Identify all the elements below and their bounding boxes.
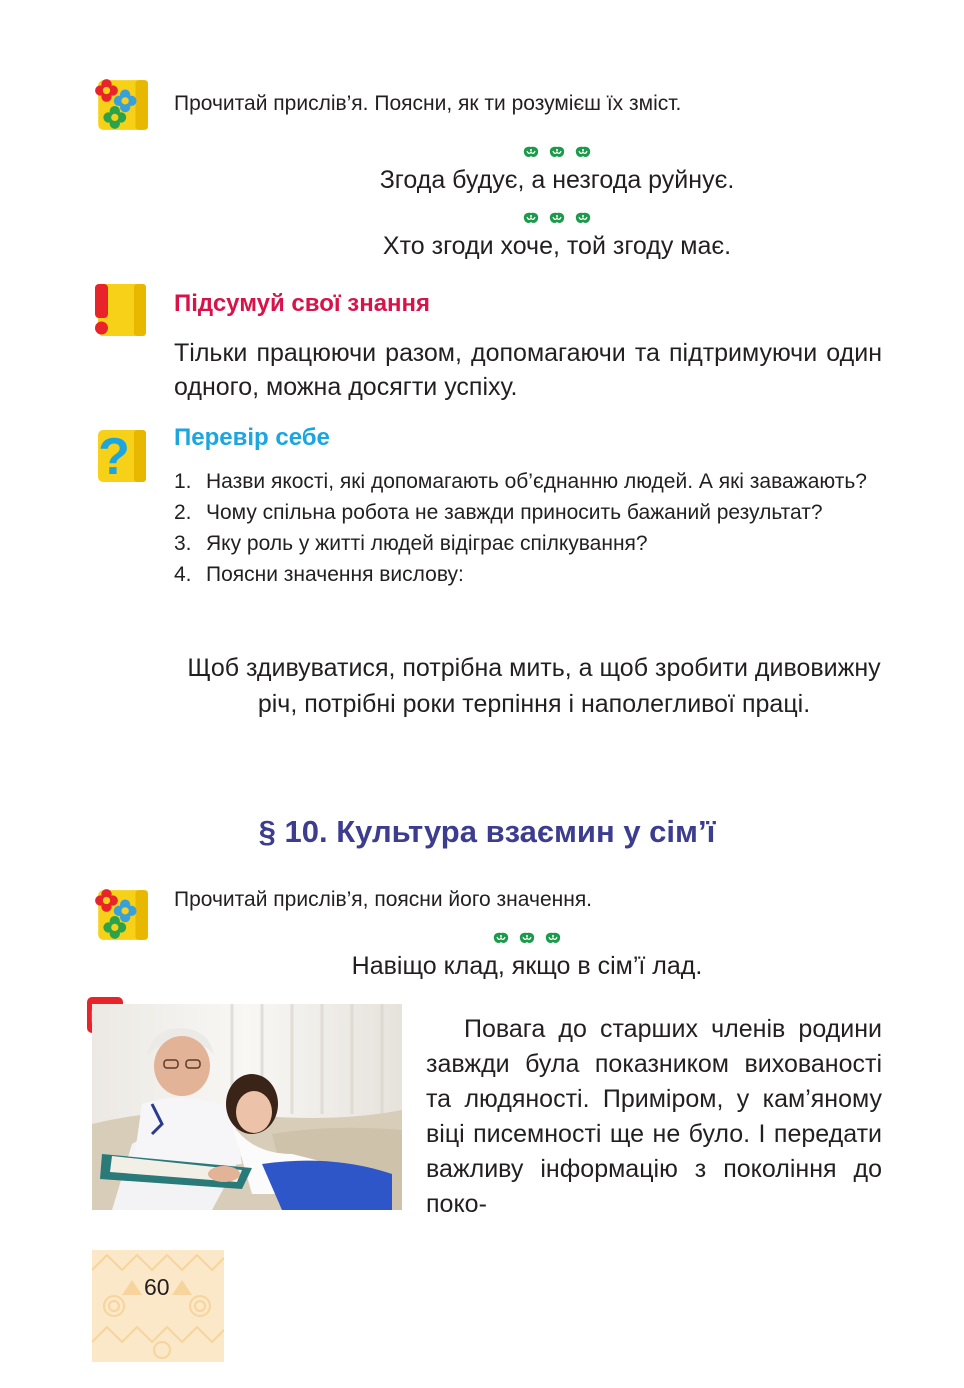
page-corner-decoration [92, 1250, 224, 1362]
body-text: Повага до старших членів родини завжди була показником вихованості та людяності. Приміром, у кам’яному віці писемності ще не було. І передати важливу інформацію з покоління до поко- [426, 1015, 882, 1218]
quote-text: Щоб здивуватися, потрібна мить, а щоб зробити дивовижну річ, потрібні роки терпіння і наполегливої праці. [187, 654, 881, 718]
exclamation-icon [92, 282, 150, 338]
ornament-icon [300, 146, 814, 159]
proverb-2: Хто згоди хоче, той згоду має. [382, 232, 732, 260]
ornament-icon [270, 932, 784, 945]
question-list [174, 466, 882, 590]
list-item: 1. Назви якості, які допомагають об’єднанню людей. А які заважають? [174, 470, 867, 493]
summary-text: Тільки працюючи разом, допомагаючи та підтримуючи один одного, можна досягти успіху. [174, 339, 882, 401]
paragraph-title: § 10. Культура взаємин у сім’ї [258, 814, 716, 849]
check-heading: Перевір себе [174, 424, 330, 451]
flowers-icon [92, 886, 150, 944]
photo-grandmother-reading [92, 1004, 402, 1210]
ornament-icon [300, 212, 814, 225]
list-item: 3. Яку роль у житті людей відіграє спілкування? [174, 532, 648, 555]
list-item: 4. Поясни значення вислову: [174, 563, 464, 586]
proverb-3: Навіщо клад, якщо в сім’ї лад. [351, 952, 703, 980]
summary-heading: Підсумуй свої знання [174, 290, 431, 317]
instruction-text: Прочитай прислів’я, поясни його значення. [174, 888, 593, 911]
flowers-icon [92, 76, 150, 134]
instruction-text: Прочитай прислів’я. Поясни, як ти розумієш їх зміст. [174, 92, 682, 115]
question-icon [92, 428, 150, 484]
list-item: 2. Чому спільна робота не завжди приносить бажаний результат? [174, 501, 823, 524]
proverb-1: Згода будує, а незгода руйнує. [379, 166, 735, 194]
page-number: 60 [144, 1274, 170, 1300]
svg-text:?: ? [98, 428, 130, 484]
